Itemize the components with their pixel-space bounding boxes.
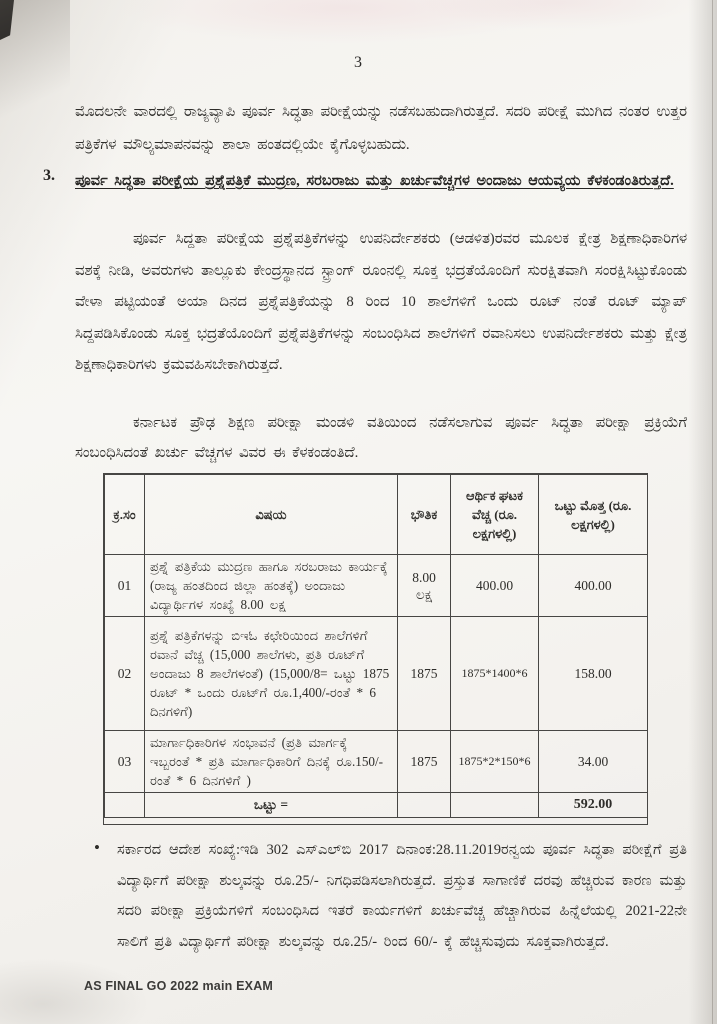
cell-empty — [451, 793, 539, 818]
cell-subject: ಮಾರ್ಗಾಧಿಕಾರಿಗಳ ಸಂಭಾವನೆ (ಪ್ರತಿ ಮಾರ್ಗಕ್ಕೆ ಇಬ್ಬರಂತೆ * ಪ್ರತಿ ಮಾರ್ಗಾಧಿಕಾರಿಗೆ ದಿನಕ್ಕೆ ರೂ.150/-ರಂತೆ * 6 ದಿನಗಳಿಗೆ ) — [145, 731, 398, 793]
paragraph-distribution: ಪೂರ್ವ ಸಿದ್ದತಾ ಪರೀಕ್ಷೆಯ ಪ್ರಶ್ನೆಪತ್ರಿಕೆಗಳನ್ನು ಉಪನಿರ್ದೇಶಕರು (ಆಡಳಿತ)ರವರ ಮೂಲಕ ಕ್ಷೇತ್ರ ಶಿಕ್ಷಣಾಧಿಕಾರಿಗಳ ವಶಕ್ಕೆ ನೀಡಿ, ಅವರುಗಳು ತಾಲ್ಲೂಕು ಕೇಂದ್ರಸ್ಥಾನದ ಸ್ಟ್ರಾಂಗ್ ರೂಂನಲ್ಲಿ ಸೂಕ್ತ ಭದ್ರತೆಯೊಂದಿಗೆ ಸುರಕ್ಷಿತವಾಗಿ ಸಂರಕ್ಷಿಸಿಟ್ಟುಕೊಂಡು ವೇಳಾ ಪಟ್ಟಿಯಂತೆ ಅಯಾ ದಿನದ ಪ್ರಶ್ನೆಪತ್ರಿಕೆಯನ್ನು 8 ರಿಂದ 10 ಶಾಲೆಗಳಿಗೆ ಒಂದು ರೂಟ್ ನಂತೆ ರೂಟ್ ಮ್ಯಾಪ್ ಸಿದ್ದಪಡಿಸಿಕೊಂಡು ಸೂಕ್ತ ಭದ್ರತೆಯೊಂದಿಗೆ ಪ್ರಶ್ನೆಪತ್ರಿಕೆಗಳನ್ನು ಸಂಬಂಧಿಸಿದ ಶಾಲೆಗಳಿಗೆ ರವಾನಿಸಲು ಉಪನಿರ್ದೇಶಕರು ಮತ್ತು ಕ್ಷೇತ್ರ ಶಿಕ್ಷಣಾಧಿಕಾರಿಗಳು ಕ್ರಮವಹಿಸಬೇಕಾಗಿರುತ್ತದೆ. — [75, 231, 687, 373]
cell-total: 158.00 — [539, 617, 648, 731]
cell-unit-cost: 1875*1400*6 — [451, 617, 539, 731]
page-edge-line — [712, 0, 713, 1024]
bullet-icon: • — [94, 838, 100, 857]
cell-total-label: ಒಟ್ಟು = — [145, 793, 398, 818]
col-header-unit-cost: ಆರ್ಥಿಕ ಘಟಕ ವೆಚ್ಚ (ರೂ. ಲಕ್ಷಗಳಲ್ಲಿ) — [451, 475, 539, 555]
cell-physical: 8.00 ಲಕ್ಷ — [398, 555, 451, 617]
cell-slno: 01 — [105, 555, 145, 617]
table-total-row — [105, 793, 648, 818]
cell-total: 400.00 — [539, 555, 648, 617]
table-header-row — [105, 475, 648, 555]
cell-unit-cost: 1875*2*150*6 — [451, 731, 539, 793]
section3-number: 3. — [43, 167, 55, 184]
scan-corner-shadow — [0, 0, 70, 160]
table-row — [105, 617, 648, 731]
cell-grand-total: 592.00 — [539, 793, 648, 818]
expense-table — [103, 473, 648, 825]
cell-slno: 02 — [105, 617, 145, 731]
page-number: 3 — [354, 54, 362, 71]
paragraph-fee-note: ಸರ್ಕಾರದ ಆದೇಶ ಸಂಖ್ಯೆ:ಇಡಿ 302 ಎಸ್‌ಎಲ್‌ಬಿ 2017 ದಿನಾಂಕ:28.11.2019ರನ್ವಯ ಪೂರ್ವ ಸಿದ್ಧತಾ ಪರೀಕ್ಷೆಗೆ ಪ್ರತಿ ವಿದ್ಯಾರ್ಥಿಗೆ ಪರೀಕ್ಷಾ ಶುಲ್ಕವನ್ನು ರೂ.25/- ನಿಗಧಿಪಡಿಸಲಾಗಿರುತ್ತದೆ. ಪ್ರಸ್ತುತ ಸಾಗಾಣಿಕೆ ದರವು ಹೆಚ್ಚಿರುವ ಕಾರಣ ಮತ್ತು ಸದರಿ ಪರೀಕ್ಷಾ ಪ್ರಕ್ರಿಯೆಗಳಿಗೆ ಸಂಬಂಧಿಸಿದ ಇತರೆ ಕಾರ್ಯಗಳಿಗೆ ಖರ್ಚುವೆಚ್ಚ ಹೆಚ್ಚಾಗಿರುವ ಹಿನ್ನೆಲೆಯಲ್ಲಿ 2021-22ನೇ ಸಾಲಿಗೆ ಪ್ರತಿ ವಿದ್ಯಾರ್ಥಿಗೆ ಪರೀಕ್ಷಾ ಶುಲ್ಕವನ್ನು ರೂ.25/- ರಿಂದ 60/- ಕ್ಕೆ ಹೆಚ್ಚಿಸುವುದು ಸೂಕ್ತವಾಗಿರುತ್ತದೆ. — [117, 842, 687, 950]
paragraph-intro: ಮೊದಲನೇ ವಾರದಲ್ಲಿ ರಾಜ್ಯವ್ಯಾಪಿ ಪೂರ್ವ ಸಿದ್ಧತಾ ಪರೀಕ್ಷೆಯನ್ನು ನಡೆಸಬಹುದಾಗಿರುತ್ತದೆ. ಸದರಿ ಪರೀಕ್ಷೆ ಮುಗಿದ ನಂತರ ಉತ್ತರ ಪತ್ರಿಕೆಗಳ ಮೌಲ್ಯಮಾಪನವನ್ನು ಶಾಲಾ ಹಂತದಲ್ಲಿಯೇ ಕೈಗೊಳ್ಳಬಹುದು. — [75, 104, 687, 153]
cell-slno: 03 — [105, 731, 145, 793]
section3-heading: ಪೂರ್ವ ಸಿದ್ಧತಾ ಪರೀಕ್ಷೆಯ ಪ್ರಶ್ನೆಪತ್ರಿಕೆ ಮುದ್ರಣ, ಸರಬರಾಜು ಮತ್ತು ಖರ್ಚುವೆಚ್ಚಗಳ ಅಂದಾಜು ಆಯವ್ಯಯ ಕೆಳಕಂಡಂತಿರುತ್ತದೆ. — [75, 173, 674, 189]
expense-table-grid — [104, 474, 648, 818]
cell-total: 34.00 — [539, 731, 648, 793]
cell-physical: 1875 — [398, 731, 451, 793]
col-header-total: ಒಟ್ಟು ಮೊತ್ತ (ರೂ. ಲಕ್ಷಗಳಲ್ಲಿ) — [539, 475, 648, 555]
cell-empty — [105, 793, 145, 818]
col-header-subject: ವಿಷಯ — [145, 475, 398, 555]
cell-subject: ಪ್ರಶ್ನೆ ಪತ್ರಿಕೆಗಳನ್ನು ಬಿಇಓ ಕಛೇರಿಯಿಂದ ಶಾಲೆಗಳಿಗೆ ರವಾನೆ ವೆಚ್ಚ (15,000 ಶಾಲೆಗಳು, ಪ್ರತಿ ರೂಟ್‌ಗೆ ಅಂದಾಜು 8 ಶಾಲೆಗಳಂತೆ) (15,000/8= ಒಟ್ಟು 1875 ರೂಟ್ * ಒಂದು ರೂಟ್‌ಗೆ ರೂ.1,400/-ರಂತೆ * 6 ದಿನಗಳಿಗೆ) — [145, 617, 398, 731]
cell-unit-cost: 400.00 — [451, 555, 539, 617]
cell-empty — [398, 793, 451, 818]
col-header-slno: ಕ್ರ.ಸಂ — [105, 475, 145, 555]
table-row — [105, 555, 648, 617]
paragraph-budget-intro: ಕರ್ನಾಟಕ ಪ್ರೌಢ ಶಿಕ್ಷಣ ಪರೀಕ್ಷಾ ಮಂಡಳಿ ವತಿಯಿಂದ ನಡೆಸಲಾಗುವ ಪೂರ್ವ ಸಿದ್ಧತಾ ಪರೀಕ್ಷಾ ಪ್ರಕ್ರಿಯೆಗೆ ಸಂಬಂಧಿಸಿದಂತೆ ಖರ್ಚು ವೆಚ್ಚಗಳ ವಿವರ ಈ ಕೆಳಕಂಡಂತಿದೆ. — [75, 415, 687, 461]
footer-note: AS FINAL GO 2022 main EXAM — [84, 979, 274, 993]
cell-subject: ಪ್ರಶ್ನೆ ಪತ್ರಿಕೆಯ ಮುದ್ರಣ ಹಾಗೂ ಸರಬರಾಜು ಕಾರ್ಯಕ್ಕೆ (ರಾಜ್ಯ ಹಂತದಿಂದ ಜಿಲ್ಲಾ ಹಂತಕ್ಕೆ) ಅಂದಾಜು ವಿದ್ಯಾರ್ಥಿಗಳ ಸಂಖ್ಯೆ 8.00 ಲಕ್ಷ — [145, 555, 398, 617]
cell-physical: 1875 — [398, 617, 451, 731]
col-header-physical: ಭೌತಿಕ — [398, 475, 451, 555]
table-row — [105, 731, 648, 793]
